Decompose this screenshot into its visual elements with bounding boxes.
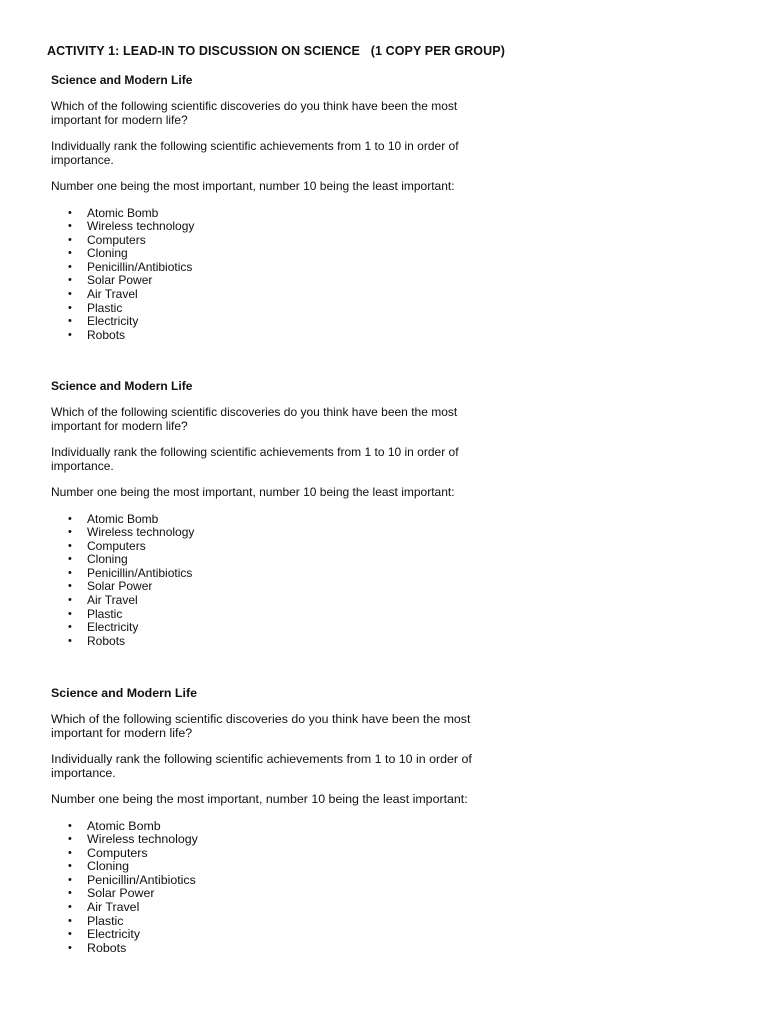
list-item xyxy=(51,234,511,248)
list-item xyxy=(51,329,511,343)
bullet-icon: • xyxy=(68,315,72,328)
bullet-icon: • xyxy=(68,301,72,314)
list-item-label: Robots xyxy=(87,633,126,648)
list-item xyxy=(51,315,511,329)
bullet-icon: • xyxy=(68,607,72,620)
bullet-icon: • xyxy=(68,887,72,900)
list-item xyxy=(51,820,511,834)
list-item-label: Air Travel xyxy=(87,900,140,915)
list-item-label: Plastic xyxy=(87,606,123,621)
bullet-icon: • xyxy=(68,233,72,246)
bullet-icon: • xyxy=(68,873,72,886)
list-item xyxy=(51,567,511,581)
list-item xyxy=(51,247,511,261)
list-item-label: Electricity xyxy=(87,927,141,942)
activity-title: ACTIVITY 1: LEAD-IN TO DISCUSSION ON SCIENCE (1 COPY PER GROUP) xyxy=(47,44,505,58)
list-item-label: Air Travel xyxy=(87,287,138,302)
scale-note: Number one being the most important, number 10 being the least important: xyxy=(51,485,455,499)
achievement-list xyxy=(51,513,511,649)
list-item-label: Computers xyxy=(87,232,146,247)
list-item-label: Cloning xyxy=(87,859,130,874)
list-item-label: Penicillin/Antibiotics xyxy=(87,872,196,887)
bullet-icon: • xyxy=(68,914,72,927)
list-item-label: Air Travel xyxy=(87,593,138,608)
list-item xyxy=(51,901,511,915)
bullet-icon: • xyxy=(68,860,72,873)
list-item xyxy=(51,274,511,288)
list-item xyxy=(51,942,511,956)
list-item-label: Robots xyxy=(87,940,127,955)
bullet-icon: • xyxy=(68,247,72,260)
list-item xyxy=(51,580,511,594)
list-item-label: Wireless technology xyxy=(87,832,198,847)
bullet-icon: • xyxy=(68,634,72,647)
achievement-list xyxy=(51,820,511,956)
list-item xyxy=(51,553,511,567)
list-item xyxy=(51,261,511,275)
bullet-icon: • xyxy=(68,206,72,219)
list-item-label: Solar Power xyxy=(87,579,153,594)
list-item-label: Penicillin/Antibiotics xyxy=(87,259,193,274)
list-item-label: Penicillin/Antibiotics xyxy=(87,565,193,580)
scale-note: Number one being the most important, number 10 being the least important: xyxy=(51,792,468,806)
list-item-label: Computers xyxy=(87,538,146,553)
list-item xyxy=(51,288,511,302)
instruction-text: Individually rank the following scientific achievements from 1 to 10 in order of importance. xyxy=(51,139,459,167)
bullet-icon: • xyxy=(68,220,72,233)
list-item xyxy=(51,526,511,540)
list-item xyxy=(51,594,511,608)
bullet-icon: • xyxy=(68,512,72,525)
list-item-label: Robots xyxy=(87,327,126,342)
list-item xyxy=(51,915,511,929)
list-item-label: Cloning xyxy=(87,246,128,261)
list-item-label: Plastic xyxy=(87,300,123,315)
bullet-icon: • xyxy=(68,901,72,914)
list-item xyxy=(51,833,511,847)
list-item-label: Solar Power xyxy=(87,273,153,288)
list-item xyxy=(51,540,511,554)
question-text: Which of the following scientific discoveries do you think have been the most important for modern life? xyxy=(51,712,471,740)
bullet-icon: • xyxy=(68,580,72,593)
bullet-icon: • xyxy=(68,553,72,566)
discussion-block xyxy=(51,686,511,955)
bullet-icon: • xyxy=(68,566,72,579)
bullet-icon: • xyxy=(68,928,72,941)
bullet-icon: • xyxy=(68,941,72,954)
block-heading: Science and Modern Life xyxy=(51,379,193,393)
question-text: Which of the following scientific discoveries do you think have been the most important for modern life? xyxy=(51,99,458,127)
bullet-icon: • xyxy=(68,621,72,634)
list-item-label: Electricity xyxy=(87,314,139,329)
list-item xyxy=(51,860,511,874)
list-item-label: Solar Power xyxy=(87,886,155,901)
list-item-label: Plastic xyxy=(87,913,124,928)
list-item-label: Wireless technology xyxy=(87,525,195,540)
list-item xyxy=(51,635,511,649)
bullet-icon: • xyxy=(68,288,72,301)
bullet-icon: • xyxy=(68,594,72,607)
list-item-label: Wireless technology xyxy=(87,219,195,234)
bullet-icon: • xyxy=(68,846,72,859)
achievement-list xyxy=(51,207,511,343)
list-item xyxy=(51,874,511,888)
bullet-icon: • xyxy=(68,328,72,341)
list-item-label: Cloning xyxy=(87,552,128,567)
list-item xyxy=(51,608,511,622)
list-item-label: Atomic Bomb xyxy=(87,818,161,833)
bullet-icon: • xyxy=(68,526,72,539)
list-item-label: Electricity xyxy=(87,620,139,635)
list-item xyxy=(51,207,511,221)
list-item-label: Computers xyxy=(87,845,148,860)
list-item xyxy=(51,513,511,527)
list-item-label: Atomic Bomb xyxy=(87,511,159,526)
list-item xyxy=(51,220,511,234)
block-heading: Science and Modern Life xyxy=(51,686,197,700)
list-item-label: Atomic Bomb xyxy=(87,205,159,220)
instruction-text: Individually rank the following scientific achievements from 1 to 10 in order of importance. xyxy=(51,752,472,780)
question-text: Which of the following scientific discoveries do you think have been the most important for modern life? xyxy=(51,405,458,433)
list-item xyxy=(51,621,511,635)
instruction-text: Individually rank the following scientific achievements from 1 to 10 in order of importance. xyxy=(51,445,459,473)
list-item xyxy=(51,887,511,901)
list-item xyxy=(51,302,511,316)
bullet-icon: • xyxy=(68,539,72,552)
bullet-icon: • xyxy=(68,819,72,832)
bullet-icon: • xyxy=(68,260,72,273)
list-item xyxy=(51,928,511,942)
list-item xyxy=(51,847,511,861)
bullet-icon: • xyxy=(68,833,72,846)
bullet-icon: • xyxy=(68,274,72,287)
scale-note: Number one being the most important, number 10 being the least important: xyxy=(51,179,455,193)
block-heading: Science and Modern Life xyxy=(51,73,193,87)
discussion-block xyxy=(51,379,511,648)
discussion-block xyxy=(51,73,511,342)
